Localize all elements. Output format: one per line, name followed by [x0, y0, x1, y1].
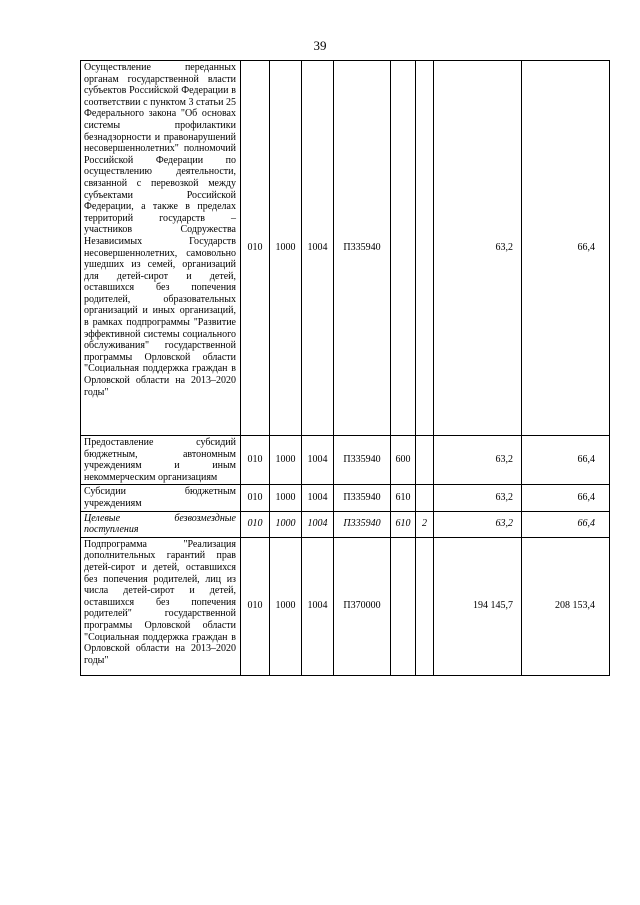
cell-amount-2: 208 153,4 — [522, 537, 610, 675]
cell-gr: 010 — [241, 436, 270, 485]
cell-vr — [391, 537, 416, 675]
cell-amount-2: 66,4 — [522, 485, 610, 511]
cell-amount-2: 66,4 — [522, 436, 610, 485]
table-row — [81, 511, 610, 537]
cell-csr: П335940 — [334, 511, 391, 537]
cell-source — [416, 485, 434, 511]
cell-pr: 1004 — [302, 61, 334, 436]
cell-source: 2 — [416, 511, 434, 537]
cell-pr: 1004 — [302, 511, 334, 537]
cell-gr: 010 — [241, 537, 270, 675]
cell-rz: 1000 — [270, 61, 302, 436]
cell-amount-1: 63,2 — [434, 511, 522, 537]
table-row — [81, 61, 610, 436]
row-description: Подпрограмма "Реализация дополнительных гарантий прав детей-сирот и детей, оставшихся без попечения родителей, лиц из числа детей-сирот и детей, оставшихся без попечения родителей" государственной программы Орловской области "Социальная поддержка граждан в Орловской области на 2013–2020 годы" — [81, 537, 241, 675]
cell-source — [416, 537, 434, 675]
row-description: Целевые безвозмездные поступления — [81, 511, 241, 537]
cell-gr: 010 — [241, 61, 270, 436]
cell-csr: П335940 — [334, 61, 391, 436]
budget-table — [80, 60, 610, 676]
cell-amount-1: 63,2 — [434, 436, 522, 485]
cell-vr: 610 — [391, 511, 416, 537]
cell-pr: 1004 — [302, 436, 334, 485]
row-description: Предоставление субсидий бюджетным, автономным учреждениям и иным некоммерческим организациям — [81, 436, 241, 485]
cell-amount-2: 66,4 — [522, 61, 610, 436]
cell-csr: П335940 — [334, 485, 391, 511]
cell-pr: 1004 — [302, 485, 334, 511]
cell-csr: П370000 — [334, 537, 391, 675]
table-row — [81, 436, 610, 485]
cell-amount-1: 63,2 — [434, 61, 522, 436]
cell-vr: 610 — [391, 485, 416, 511]
cell-vr: 600 — [391, 436, 416, 485]
page-number: 39 — [313, 38, 327, 53]
row-description: Осуществление переданных органам государственной власти субъектов Российской Федерации в соответствии с пунктом 3 статьи 25 Федерального закона "Об основах системы профилактики безнадзорности и правонарушений несовершеннолетних" полномочий Российской Федерации по осуществлению деятельности, связанной с перевозкой между субъектами Российской Федерации, а также в пределах территорий государств – участников Содружества Независимых Государств несовершеннолетних, самовольно ушедших из семей, организаций для детей-сирот и детей, оставшихся без попечения родителей, образовательных организаций и иных организаций, в рамках подпрограммы "Развитие эффективной системы социального обслуживания" государственной программы Орловской области "Социальная поддержка граждан в Орловской области на 2013–2020 годы" — [81, 61, 241, 436]
cell-rz: 1000 — [270, 485, 302, 511]
cell-source — [416, 61, 434, 436]
cell-source — [416, 436, 434, 485]
cell-rz: 1000 — [270, 511, 302, 537]
cell-amount-1: 63,2 — [434, 485, 522, 511]
cell-pr: 1004 — [302, 537, 334, 675]
cell-amount-1: 194 145,7 — [434, 537, 522, 675]
table-row — [81, 537, 610, 675]
row-description: Субсидии бюджетным учреждениям — [81, 485, 241, 511]
table-row — [81, 485, 610, 511]
cell-csr: П335940 — [334, 436, 391, 485]
cell-rz: 1000 — [270, 436, 302, 485]
cell-vr — [391, 61, 416, 436]
cell-amount-2: 66,4 — [522, 511, 610, 537]
cell-rz: 1000 — [270, 537, 302, 675]
cell-gr: 010 — [241, 511, 270, 537]
cell-gr: 010 — [241, 485, 270, 511]
